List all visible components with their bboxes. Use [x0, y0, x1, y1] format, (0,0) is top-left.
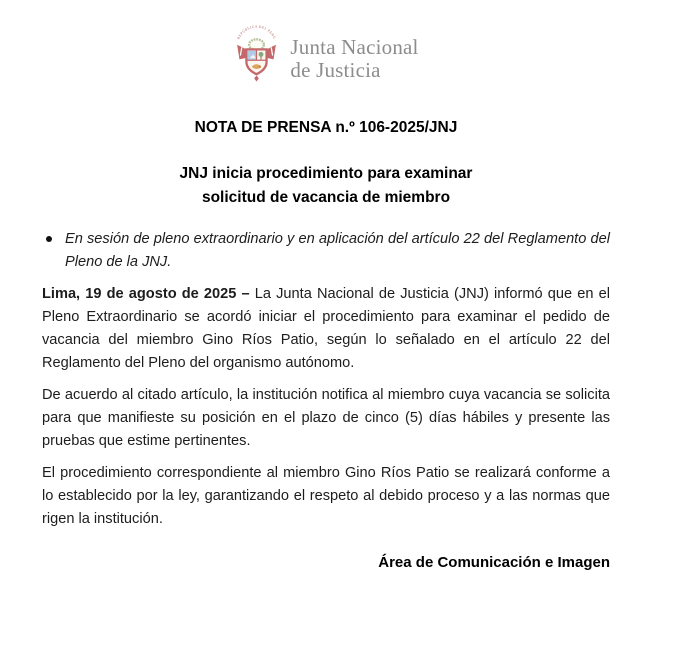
- svg-text:REPÚBLICA DEL PERÚ: [237, 25, 278, 40]
- org-name-line2: de Justicia: [290, 58, 381, 82]
- headline-line1: JNJ inicia procedimiento para examinar: [179, 165, 473, 182]
- tree-trunk: [261, 56, 262, 59]
- press-note-number: NOTA DE PRENSA n.º 106-2025/JNJ: [194, 119, 458, 136]
- document-header: [42, 23, 610, 85]
- summary-bullet: [42, 228, 610, 275]
- paragraph: [42, 384, 610, 454]
- paragraph: [42, 462, 610, 532]
- paragraph-dateline: [42, 283, 610, 376]
- peru-coat-of-arms-icon: [233, 23, 280, 85]
- left-flag-icon: [238, 45, 247, 60]
- shield-quadrant-vicuna: [248, 51, 257, 60]
- org-name-line1: Junta Nacional: [290, 35, 419, 59]
- dateline-lead: Lima, 19 de agosto de 2025 –: [42, 285, 250, 302]
- tree-icon: [259, 52, 264, 57]
- right-flag-icon: [267, 45, 276, 60]
- summary-bullet-text: En sesión de pleno extraordinario y en aplicación del artículo 22 del Reglamento del Pleno de la JNJ.: [65, 231, 610, 271]
- paragraph-text: El procedimiento correspondiente al miembro Gino Ríos Patio se realizará conforme a lo establecido por la ley, garantizando el respeto al debido proceso y a las normas que rigen la institución.: [42, 464, 610, 528]
- base-ornament: [255, 75, 260, 81]
- headline: [42, 162, 610, 210]
- signature-line: Área de Comunicación e Imagen: [378, 553, 610, 571]
- logo-arc-text: REPÚBLICA DEL PERÚ: [236, 24, 277, 40]
- cornucopia-coin: [259, 66, 261, 68]
- paragraph-text: La Junta Nacional de Justicia (JNJ) informó que en el Pleno Extraordinario se acordó iniciar el procedimiento para examinar el pedido de vacancia del miembro Gino Ríos Patio, según lo señalado en el artículo 22 del Reglamento del Pleno del organismo autónomo.: [42, 285, 611, 372]
- bullet-marker-icon: [46, 236, 52, 242]
- paragraph-text: De acuerdo al citado artículo, la institución notifica al miembro cuya vacancia se solicita para que manifieste su posición en el plazo de cinco (5) días hábiles y presente las pruebas que estime pertinentes.: [42, 386, 610, 450]
- org-name: [290, 36, 418, 82]
- headline-line2: solicitud de vacancia de miembro: [201, 189, 451, 206]
